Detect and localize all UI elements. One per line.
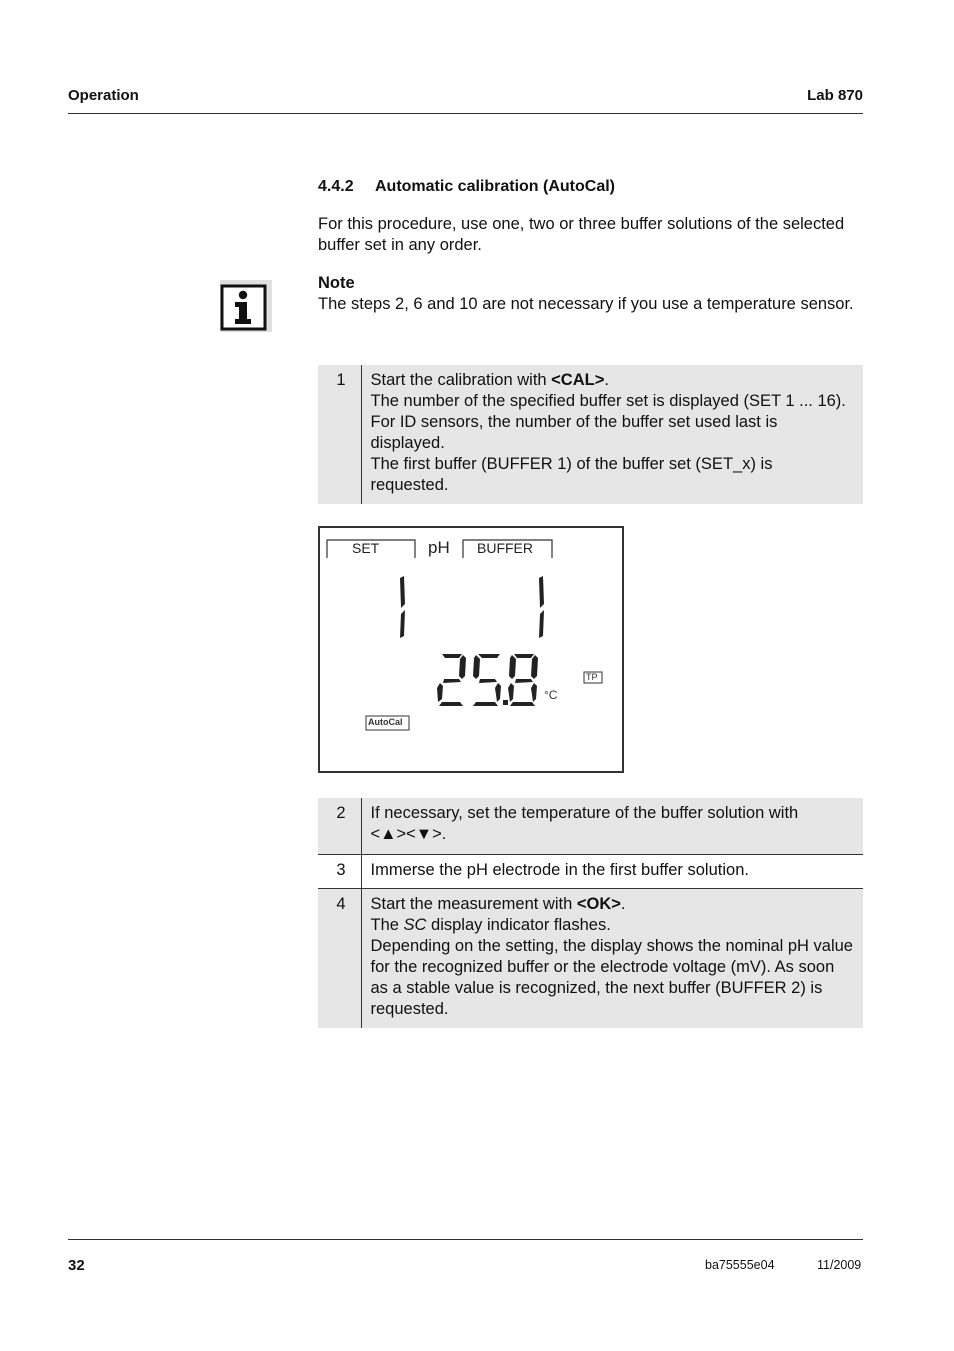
buffer-label: BUFFER <box>477 540 533 556</box>
step-number: 3 <box>318 855 361 889</box>
footer-rule <box>68 1239 863 1240</box>
step-table-2 <box>318 798 863 1028</box>
arrow-keys: <▲><▼>. <box>370 825 447 843</box>
autocal-indicator: AutoCal <box>368 717 403 727</box>
ok-key: <OK> <box>576 895 621 913</box>
header-section: Operation <box>68 87 139 104</box>
note-block <box>318 273 863 315</box>
step-text: Immerse the pH electrode in the first buffer solution. <box>361 855 863 889</box>
lcd-frame <box>320 528 622 771</box>
celsius-unit: °C <box>544 688 558 702</box>
step4-pre: Start the measurement with <box>370 895 577 913</box>
section-heading <box>318 178 615 196</box>
step-row-1 <box>318 365 863 504</box>
section-title: Automatic calibration (AutoCal) <box>375 178 616 195</box>
page-number: 32 <box>68 1257 85 1274</box>
note-title: Note <box>318 274 355 292</box>
step1-post: . <box>604 371 609 389</box>
document-id: ba75555e04 <box>705 1258 775 1272</box>
step-number: 4 <box>318 889 361 1029</box>
step1-line3: The first buffer (BUFFER 1) of the buffer set (SET_x) is requested. <box>370 455 773 494</box>
note-text: The steps 2, 6 and 10 are not necessary if you use a temperature sensor. <box>318 295 854 313</box>
meter-display <box>318 526 624 773</box>
step-text <box>361 889 863 1029</box>
header-rule <box>68 113 863 114</box>
step4-line2-post: display indicator flashes. <box>426 916 611 934</box>
header-product: Lab 870 <box>807 87 863 104</box>
step-row-2 <box>318 798 863 855</box>
step1-pre: Start the calibration with <box>370 371 552 389</box>
step-text <box>361 798 863 855</box>
info-icon <box>220 280 272 332</box>
tp-indicator: TP <box>586 672 598 682</box>
step1-line2: The number of the specified buffer set is displayed (SET 1 ... 16). For ID sensors, the number of the buffer set used last is displayed. <box>370 392 846 452</box>
section-number: 4.4.2 <box>318 178 354 195</box>
step2-text: If necessary, set the temperature of the buffer solution with <box>370 804 799 822</box>
step4-line3: Depending on the setting, the display shows the nominal pH value for the recognized buffer or the electrode voltage (mV). As soon as a stable value is recognized, the next buffer (BUFFER 2) is requested. <box>370 937 853 1018</box>
buffer-digit <box>539 576 544 638</box>
set-label: SET <box>352 540 380 556</box>
temperature-digits <box>437 654 538 706</box>
cal-key: <CAL> <box>551 371 605 389</box>
step-row-3 <box>318 855 863 889</box>
step-row-4 <box>318 889 863 1029</box>
step-text <box>361 365 863 504</box>
step-number: 2 <box>318 798 361 855</box>
document-date: 11/2009 <box>817 1258 862 1272</box>
step4-line2-pre: The <box>370 916 404 934</box>
ph-label: pH <box>428 538 450 557</box>
step-table-1 <box>318 365 863 504</box>
sc-indicator: SC <box>403 916 427 934</box>
set-digit <box>400 576 405 638</box>
intro-paragraph: For this procedure, use one, two or three buffer solutions of the selected buffer set in any order. <box>318 215 845 254</box>
step4-post: . <box>620 895 626 913</box>
step-number: 1 <box>318 365 361 504</box>
